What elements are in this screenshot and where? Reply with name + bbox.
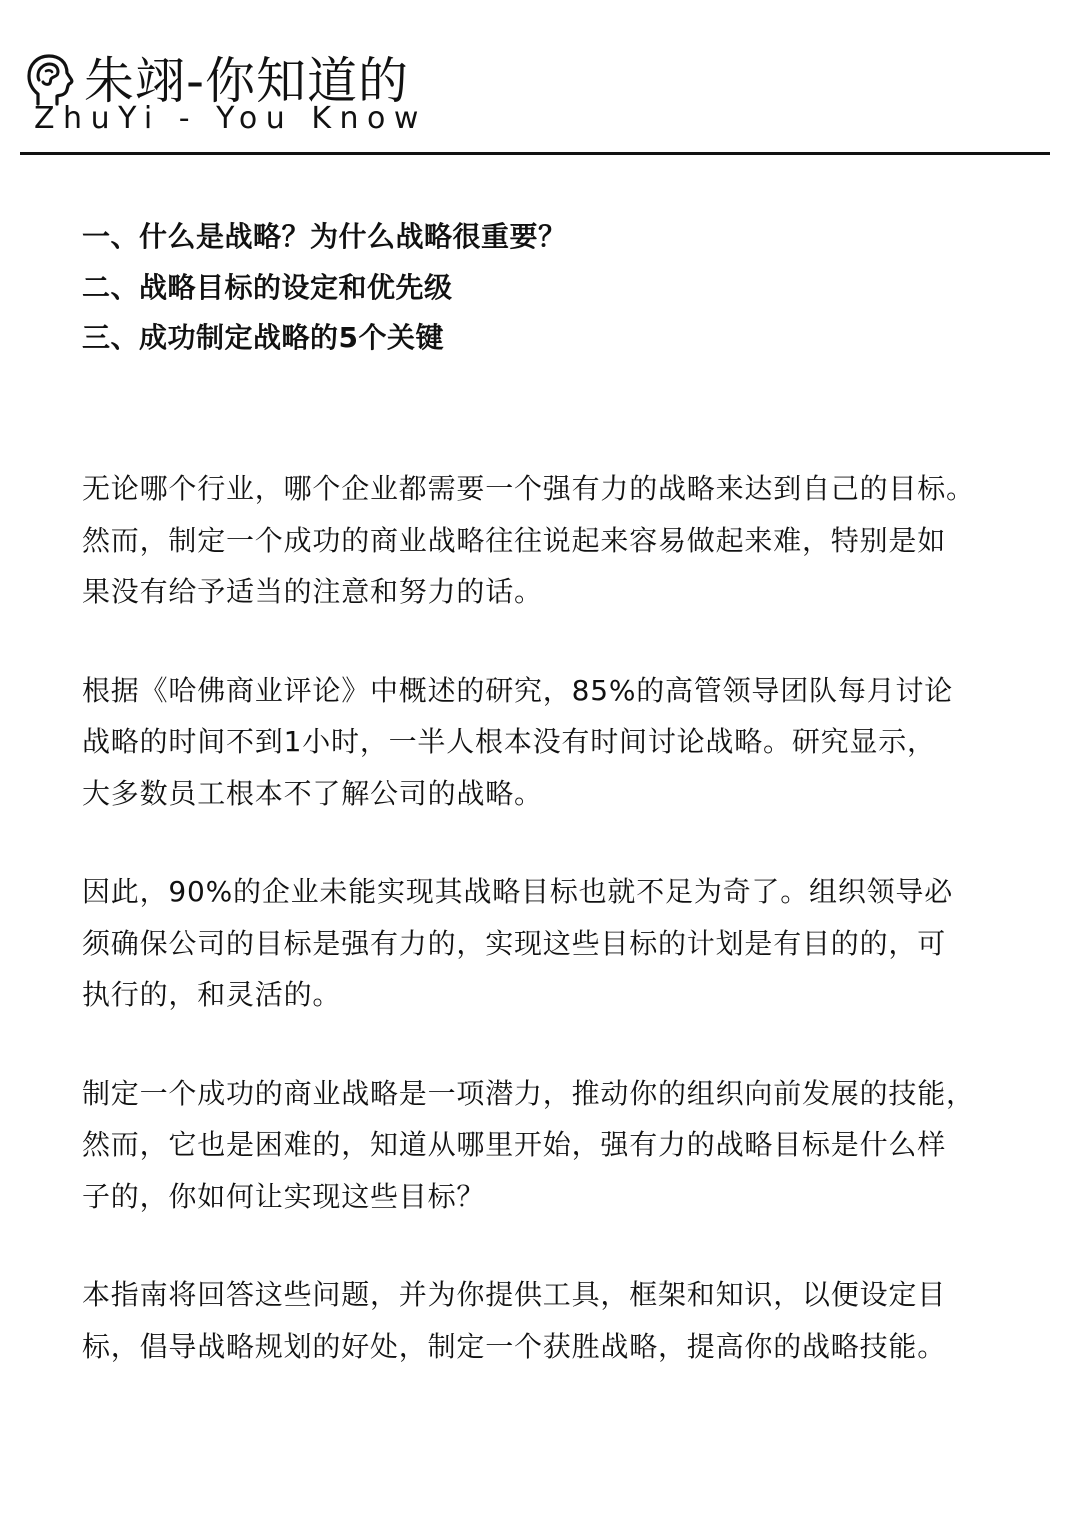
paragraph-line: 标，倡导战略规划的好处，制定一个获胜战略，提高你的战略技能。: [82, 1329, 947, 1363]
paragraph: [82, 866, 1042, 1021]
paragraph-line: 本指南将回答这些问题，并为你提供工具，框架和知识，以便设定目: [82, 1278, 947, 1311]
toc-item: 一、什么是战略？为什么战略很重要？: [82, 220, 567, 253]
article-body: [82, 463, 1042, 1419]
table-of-contents: [82, 212, 1022, 364]
paragraph-line: 须确保公司的目标是强有力的，实现这些目标的计划是有目的的，可: [82, 926, 947, 960]
brand-header: [24, 48, 1050, 136]
paragraph-line: 战略的时间不到1小时，一半人根本没有时间讨论战略。研究显示，: [82, 725, 936, 758]
paragraph-line: 然而，它也是困难的，知道从哪里开始，强有力的战略目标是什么样: [82, 1128, 947, 1161]
paragraph: [82, 1068, 1042, 1223]
toc-item: 二、战略目标的设定和优先级: [82, 270, 453, 304]
paragraph-line: 大多数员工根本不了解公司的战略。: [82, 776, 543, 810]
paragraph: [82, 665, 1042, 820]
paragraph-line: 根据《哈佛商业评论》中概述的研究，85%的高管领导团队每月讨论: [82, 673, 954, 707]
brand-title: 朱翊-你知道的: [84, 52, 410, 110]
header-divider: [20, 152, 1050, 155]
paragraph-line: 因此，90%的企业未能实现其战略目标也就不足为奇了。组织领导必: [82, 875, 954, 908]
paragraph-line: 制定一个成功的商业战略是一项潜力，推动你的组织向前发展的技能，: [82, 1076, 975, 1110]
paragraph-line: 然而，制定一个成功的商业战略往往说起来容易做起来难，特别是如: [82, 523, 947, 557]
paragraph-line: 执行的，和灵活的。: [82, 978, 342, 1011]
brand-subtitle: ZhuYi - You Know: [34, 101, 427, 136]
paragraph-line: 无论哪个行业，哪个企业都需要一个强有力的战略来达到自己的目标。: [82, 472, 975, 505]
paragraph: [82, 463, 1042, 618]
paragraph-line: 果没有给予适当的注意和努力的话。: [82, 575, 543, 608]
toc-item: 三、成功制定战略的5个关键: [82, 321, 444, 354]
paragraph: [82, 1269, 1042, 1372]
paragraph-line: 子的，你如何让实现这些目标？: [82, 1179, 486, 1213]
